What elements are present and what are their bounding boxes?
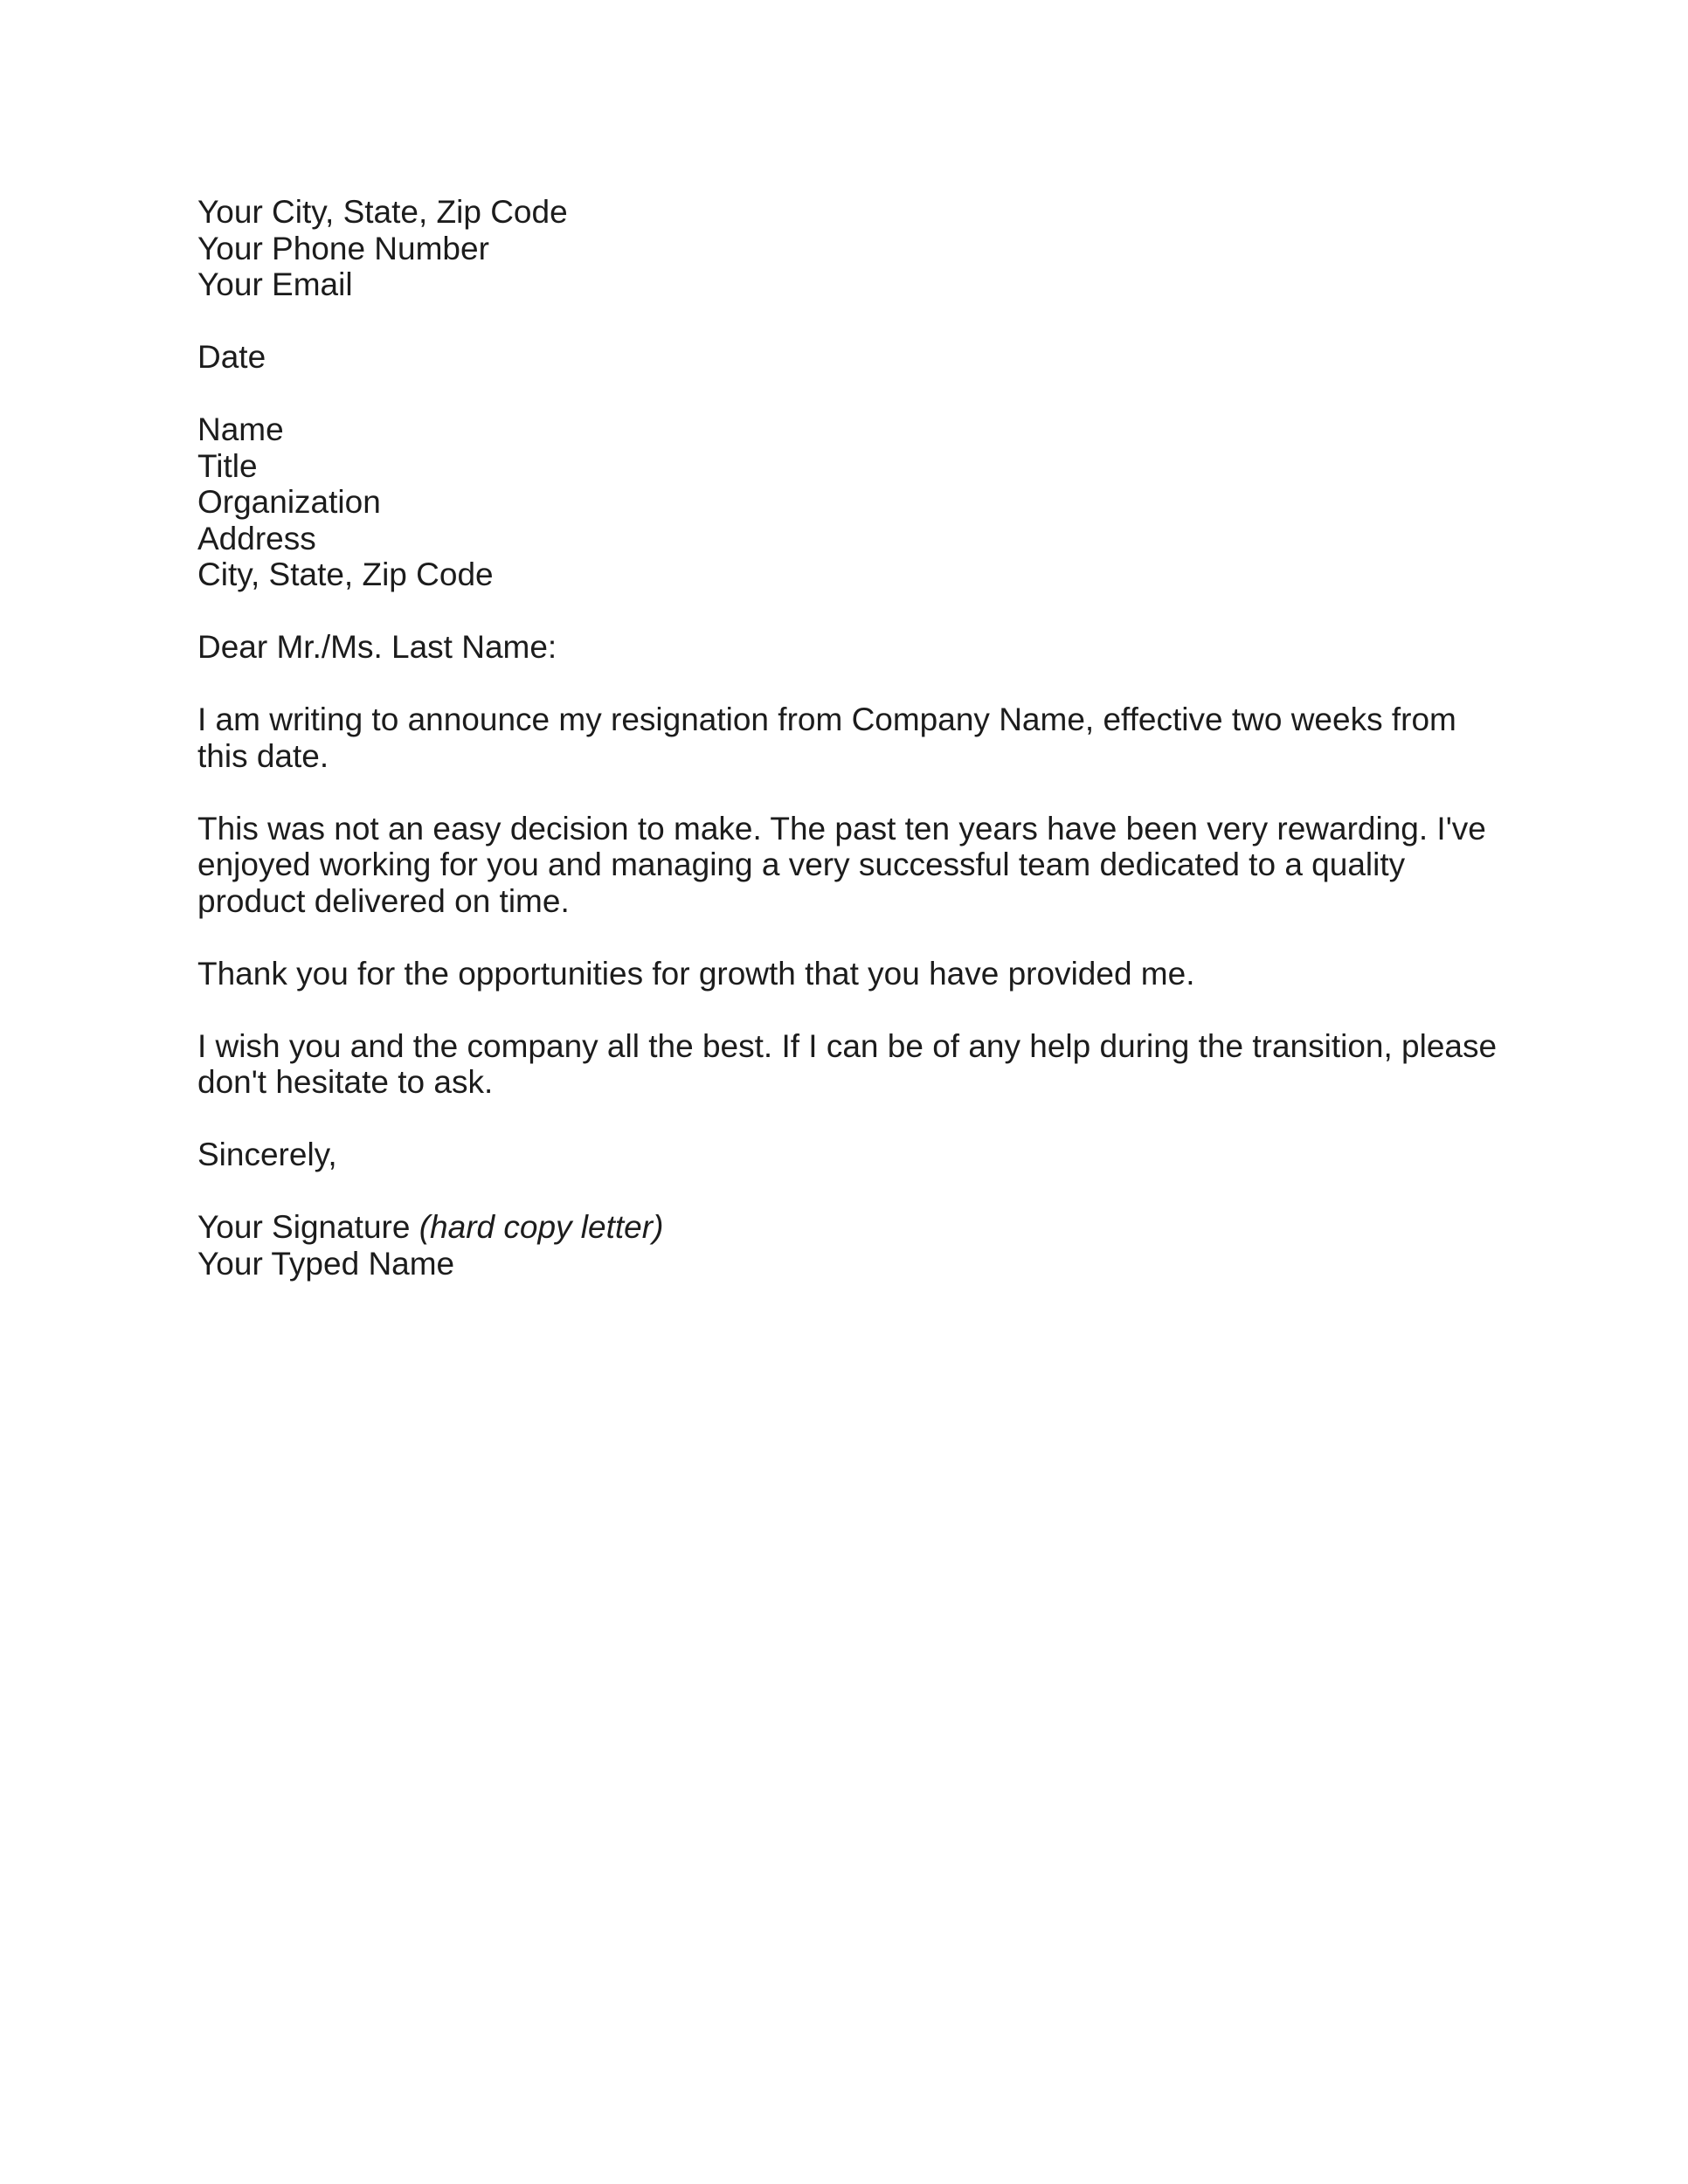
recipient-title: Title xyxy=(197,447,258,484)
sender-phone: Your Phone Number xyxy=(197,230,489,266)
salutation: Dear Mr./Ms. Last Name: xyxy=(197,629,557,665)
paragraph-line: don't hesitate to ask. xyxy=(197,1064,494,1100)
recipient-organization: Organization xyxy=(197,484,381,520)
paragraph-line: I am writing to announce my resignation from Company Name, effective two weeks from xyxy=(197,702,1456,737)
signature-note: (hard copy letter) xyxy=(419,1209,664,1245)
body-paragraph-1 xyxy=(197,702,1508,774)
signature-block xyxy=(197,1209,1508,1282)
paragraph-line: enjoyed working for you and managing a very successful team dedicated to a quality xyxy=(197,847,1406,882)
paragraph-line: this date. xyxy=(197,737,329,774)
paragraph-line: I wish you and the company all the best. If I can be of any help during the transition, please xyxy=(197,1027,1498,1064)
closing-block xyxy=(197,1137,1508,1173)
sender-city-state-zip: Your City, State, Zip Code xyxy=(197,194,568,230)
sender-email: Your Email xyxy=(197,266,353,302)
body-paragraph-2 xyxy=(197,811,1508,920)
typed-name: Your Typed Name xyxy=(197,1245,455,1282)
paragraph-line: Thank you for the opportunities for growth that you have provided me. xyxy=(197,955,1195,992)
paragraph-line: This was not an easy decision to make. The past ten years have been very rewarding. I've xyxy=(197,810,1486,847)
signature-line xyxy=(197,1209,1508,1246)
body-paragraph-4 xyxy=(197,1028,1508,1101)
salutation-block xyxy=(197,629,1508,666)
signature-label: Your Signature xyxy=(197,1209,411,1245)
paragraph-line: product delivered on time. xyxy=(197,882,570,919)
body-paragraph-3 xyxy=(197,956,1508,992)
resignation-letter xyxy=(197,194,1508,1282)
recipient-name: Name xyxy=(197,411,284,447)
closing: Sincerely, xyxy=(197,1137,337,1172)
recipient-address-block xyxy=(197,411,1508,593)
letter-date: Date xyxy=(197,339,266,375)
sender-address-block xyxy=(197,194,1508,303)
recipient-address: Address xyxy=(197,520,316,556)
recipient-city-state-zip: City, State, Zip Code xyxy=(197,556,494,592)
date-block xyxy=(197,339,1508,376)
